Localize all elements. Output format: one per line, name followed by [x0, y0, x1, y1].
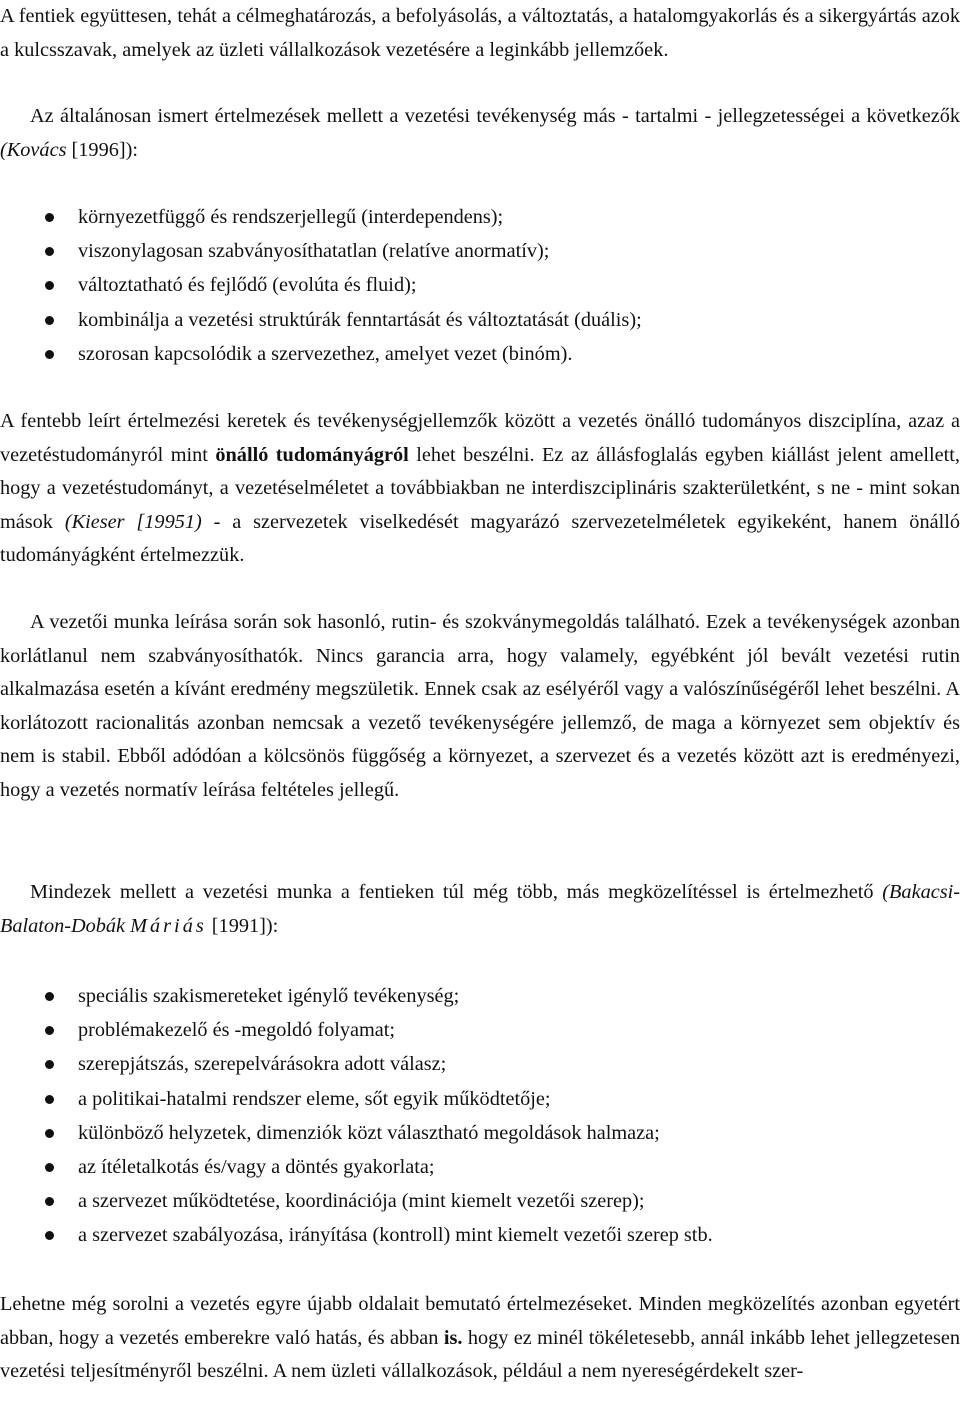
citation-bakacsi: (Bakacsi-Balaton-Dobák [0, 881, 960, 937]
bullet-icon [45, 1026, 54, 1035]
paragraph-4: A vezetői munka leírása során sok hasonló, rutin- és szokványmegoldás található. Ezek a tevékenységek azonban korlátlanul nem szabványosíthatók. Nincs garancia arra, hogy valamely, egyébként jól bevált vezetési rutin alkalmazása esetén a kívánt eredmény megszületik. Ennek csak az esélyéről vagy a valószínűségéről lehet beszélni. A korlátozott racionalitás azonban nemcsak a vezető tevékenységére jellemző, de maga a környezet sem objektív és nem is stabil. Ebből adódóan a kölcsönös függőség a környezet, a szervezet és a vezetés között azt is eredményezi, hogy a vezetés normatív leírása feltételes jellegű. [0, 611, 960, 801]
citation-kieser: (Kieser [19951) [64, 510, 202, 533]
emphasis-is: is. [443, 1326, 463, 1349]
citation-kovacs: (Kovács [0, 138, 67, 161]
bullet-icon [45, 1129, 54, 1138]
list-item-text: különböző helyzetek, dimenziók közt választható megoldások halmaza; [78, 1121, 660, 1144]
paragraph-5-text: Mindezek mellett a vezetési munka a fentieken túl még több, más megközelítéssel is értelmezhető [30, 881, 883, 903]
list-item-text: az ítéletalkotás és/vagy a döntés gyakorlata; [78, 1156, 435, 1179]
paragraph-1: A fentiek együttesen, tehát a célmeghatározás, a befolyásolás, a változtatás, a hatalomgyakorlás és a sikergyártás azok a kulcsszavak, amelyek az üzleti vállalkozások vezetésére a leginkább jellemzőek. [0, 5, 960, 61]
list-item [0, 1116, 960, 1150]
list-item-text: viszonylagosan szabványosíthatatlan (relatíve anormatív); [78, 240, 550, 263]
bullet-icon [45, 247, 54, 256]
bullet-icon [45, 316, 54, 325]
paragraph-3-text-cont: lehet beszélni. Ez az állásfoglalás egyben kiállást jelent amellett, hogy a vezetéstudományt, a vezetéselméletet a továbbiakban ne interdiszciplináris szakterületként, s ne - mint sokan mások [0, 443, 960, 533]
list-item [0, 1013, 960, 1047]
list-item [0, 200, 960, 234]
list-item [0, 1150, 960, 1184]
paragraph-3 [0, 405, 960, 573]
bullet-icon [45, 992, 54, 1001]
list-item [0, 1082, 960, 1116]
paragraph-2-text: Az általánosan ismert értelmezések mellett a vezetési tevékenység más - tartalmi - jellegzetességei a következők [30, 105, 960, 127]
list-item [0, 979, 960, 1013]
list-characteristics [0, 200, 960, 371]
list-item-text: változtatható és fejlődő (evolúta és fluid); [78, 274, 417, 297]
bullet-icon [45, 1163, 54, 1172]
paragraph-6-text: Lehetne még sorolni a vezetés egyre újabb oldalait bemutató értelmezéseket. Minden megközelítés azonban egyetért abban, hogy a vezetés emberekre való hatás, és abban [0, 1293, 960, 1349]
bullet-icon [45, 1231, 54, 1240]
bullet-icon [45, 1197, 54, 1206]
list-approaches [0, 979, 960, 1253]
list-item-text: szerepjátszás, szerepelvárásokra adott válasz; [78, 1053, 447, 1076]
paragraph-3-text: A fentebb leírt értelmezési keretek és tevékenységjellemzők között a vezetés önálló tudományos diszciplína, azaz a vezetéstudományról mint [0, 410, 960, 466]
list-item [0, 1218, 960, 1252]
emphasis-discipline: önálló tudományágról [215, 443, 409, 466]
paragraph-6 [0, 1288, 960, 1389]
bullet-icon [45, 1060, 54, 1069]
list-item [0, 234, 960, 268]
list-item-text: szorosan kapcsolódik a szervezethez, amelyet vezet (binóm). [78, 342, 573, 365]
bullet-icon [45, 1095, 54, 1104]
list-item-text: speciális szakismereteket igénylő tevékenység; [78, 985, 460, 1007]
list-item [0, 303, 960, 337]
paragraph-6-text-cont: hogy ez minél tökéletesebb, annál inkább lehet jellegzetesen vezetési teljesítményről beszélni. A nem üzleti vállalkozások, például a nem nyereségérdekelt szer- [0, 1326, 960, 1383]
list-item [0, 1184, 960, 1218]
bullet-icon [45, 350, 54, 359]
citation-marias: Máriás [130, 914, 207, 937]
list-item-text: kombinálja a vezetési struktúrák fenntartását és változtatását (duális); [78, 308, 642, 331]
list-item-text: a szervezet működtetése, koordinációja (mint kiemelt vezetői szerep); [78, 1190, 645, 1213]
list-item-text: környezetfüggő és rendszerjellegű (interdependens); [78, 206, 504, 228]
paragraph-2 [0, 100, 960, 167]
paragraph-3-text-end: - a szervezetek viselkedését magyarázó szervezetelméletek egyikeként, hanem önálló tudományágként értelmezzük. [0, 510, 960, 567]
list-item [0, 337, 960, 371]
paragraph-5-year: [1991]): [206, 914, 279, 937]
list-item-text: a szervezet szabályozása, irányítása (kontroll) mint kiemelt vezetői szerep stb. [78, 1224, 713, 1247]
bullet-icon [45, 281, 54, 290]
list-item-text: problémakezelő és -megoldó folyamat; [78, 1019, 396, 1042]
list-item [0, 1047, 960, 1081]
list-item [0, 268, 960, 302]
paragraph-5 [0, 876, 960, 943]
bullet-icon [45, 213, 54, 222]
paragraph-2-year: [1996]): [66, 138, 138, 161]
list-item-text: a politikai-hatalmi rendszer eleme, sőt egyik működtetője; [78, 1087, 551, 1110]
